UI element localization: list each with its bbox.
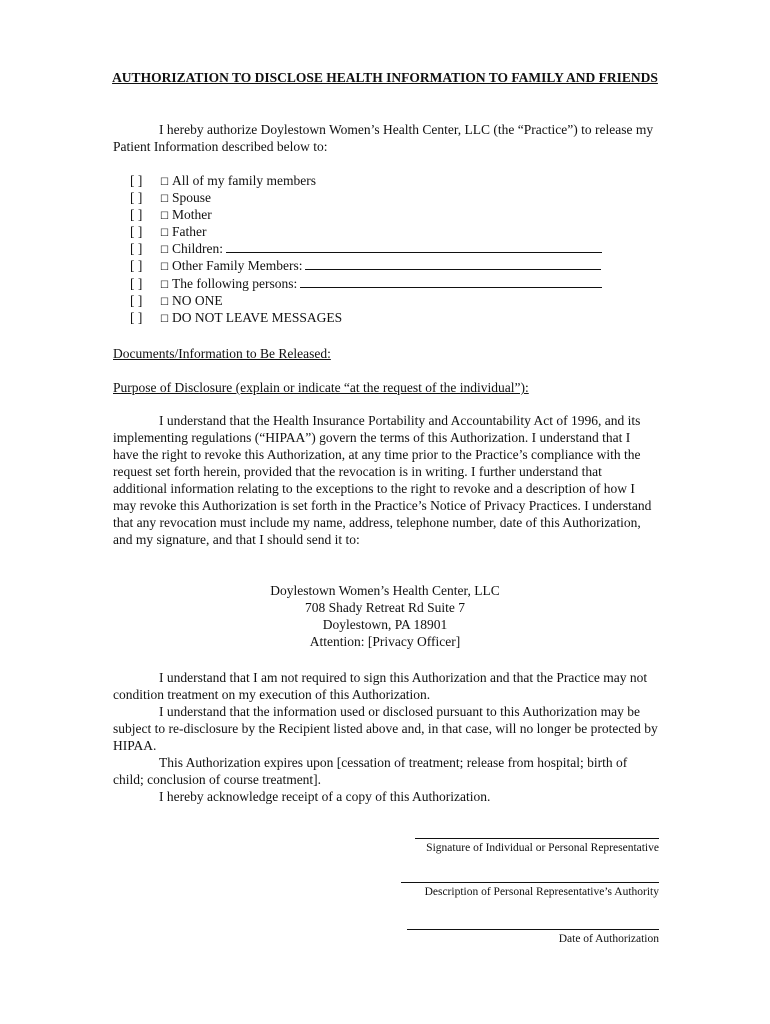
checklist-item-children[interactable] xyxy=(130,240,602,257)
privacy-officer-address xyxy=(200,582,570,650)
statement-not-required: I understand that I am not required to sign this Authorization and that the Practice may not condition treatment on my execution of this Authorization. xyxy=(113,670,648,702)
hipaa-paragraph: I understand that the Health Insurance Portability and Accountability Act of 1996, and its implementing regulations (“HIPAA”) govern the terms of this Authorization. I understand that I have the right to revoke this Authorization, at any time prior to the Practice’s compliance with the request set forth herein, provided that the revocation is in writing. I further understand that additional information relating to the exceptions to the right to revoke and a description of how I may revoke this Authorization is set forth in the Practice’s Notice of Privacy Practices. I understand that any revocation must include my name, address, telephone number, date of this Authorization, and my signature, and that I should send it to: xyxy=(113,413,652,547)
children-fill-line[interactable] xyxy=(226,240,602,253)
checklist-item-all-family[interactable] xyxy=(130,172,602,189)
checkbox-icon[interactable]: ☐ xyxy=(160,245,169,257)
signature-label: Signature of Individual or Personal Representative xyxy=(426,842,659,854)
checkbox-brackets[interactable]: [ ] xyxy=(130,292,143,308)
checkbox-icon[interactable]: ☐ xyxy=(160,194,169,206)
checklist-item-no-one[interactable] xyxy=(130,292,602,309)
checklist-label: Mother xyxy=(172,207,212,223)
checklist-item-following-persons[interactable] xyxy=(130,275,602,292)
checklist-item-father[interactable] xyxy=(130,223,602,240)
statement-redisclosure: I understand that the information used or disclosed pursuant to this Authorization may be subject to re-disclosure by the Recipient listed above and, in that case, will no longer be protected by HIPAA. xyxy=(113,704,658,753)
checkbox-brackets[interactable]: [ ] xyxy=(130,173,143,188)
purpose-heading: Purpose of Disclosure (explain or indicate “at the request of the individual”): xyxy=(113,380,529,395)
checklist-label: NO ONE xyxy=(172,292,223,308)
intro-paragraph: I hereby authorize Doylestown Women’s Health Center, LLC (the “Practice”) to release my Patient Information described below to: xyxy=(113,122,654,154)
checklist-label: DO NOT LEAVE MESSAGES xyxy=(172,309,343,325)
checklist-label: Children: xyxy=(172,241,223,257)
checklist-label: All of my family members xyxy=(172,173,316,188)
checklist-item-mother[interactable] xyxy=(130,206,602,223)
address-attention: Attention: [Privacy Officer] xyxy=(309,634,461,649)
date-line[interactable] xyxy=(407,929,659,930)
address-street: 708 Shady Retreat Rd Suite 7 xyxy=(304,600,466,615)
following-persons-fill-line[interactable] xyxy=(300,275,602,288)
signature-line[interactable] xyxy=(415,838,659,839)
signature-field-authority[interactable] xyxy=(397,868,659,899)
date-label: Date of Authorization xyxy=(558,933,659,945)
statement-acknowledgement: I hereby acknowledge receipt of a copy of this Authorization. xyxy=(159,789,491,804)
checkbox-icon[interactable]: ☐ xyxy=(160,177,169,188)
checklist-label: Spouse xyxy=(172,190,212,206)
recipient-checklist xyxy=(130,172,602,326)
authority-label: Description of Personal Representative’s Authority xyxy=(424,886,659,898)
checkbox-brackets[interactable]: [ ] xyxy=(130,190,143,206)
checkbox-icon[interactable]: ☐ xyxy=(160,262,169,274)
signature-field-individual[interactable] xyxy=(397,824,659,855)
checkbox-brackets[interactable]: [ ] xyxy=(130,275,143,291)
authority-line[interactable] xyxy=(401,882,659,883)
checkbox-brackets[interactable]: [ ] xyxy=(130,241,143,257)
checklist-label: Father xyxy=(172,224,207,240)
statement-expiration: This Authorization expires upon [cessation of treatment; release from hospital; birth of child; conclusion of course treatment]. xyxy=(113,755,628,787)
checkbox-icon[interactable]: ☐ xyxy=(160,313,169,325)
checkbox-brackets[interactable]: [ ] xyxy=(130,258,143,274)
address-city: Doylestown, PA 18901 xyxy=(322,617,448,632)
signature-field-date[interactable] xyxy=(397,915,659,946)
checklist-item-spouse[interactable] xyxy=(130,189,602,206)
checklist-label: The following persons: xyxy=(172,275,298,291)
checkbox-icon[interactable]: ☐ xyxy=(160,211,169,223)
checklist-label: Other Family Members: xyxy=(172,258,303,274)
checkbox-icon[interactable]: ☐ xyxy=(160,279,169,291)
checklist-item-other-family[interactable] xyxy=(130,257,602,274)
checkbox-brackets[interactable]: [ ] xyxy=(130,309,143,325)
documents-heading: Documents/Information to Be Released: xyxy=(113,346,331,361)
address-org-name: Doylestown Women’s Health Center, LLC xyxy=(270,583,500,598)
document-title: AUTHORIZATION TO DISCLOSE HEALTH INFORMATION TO FAMILY AND FRIENDS xyxy=(112,70,658,85)
checkbox-brackets[interactable]: [ ] xyxy=(130,207,143,223)
checkbox-brackets[interactable]: [ ] xyxy=(130,224,143,240)
other-family-fill-line[interactable] xyxy=(305,257,601,270)
checklist-item-no-messages[interactable] xyxy=(130,309,602,326)
checkbox-icon[interactable]: ☐ xyxy=(160,228,169,240)
checkbox-icon[interactable]: ☐ xyxy=(160,296,169,308)
